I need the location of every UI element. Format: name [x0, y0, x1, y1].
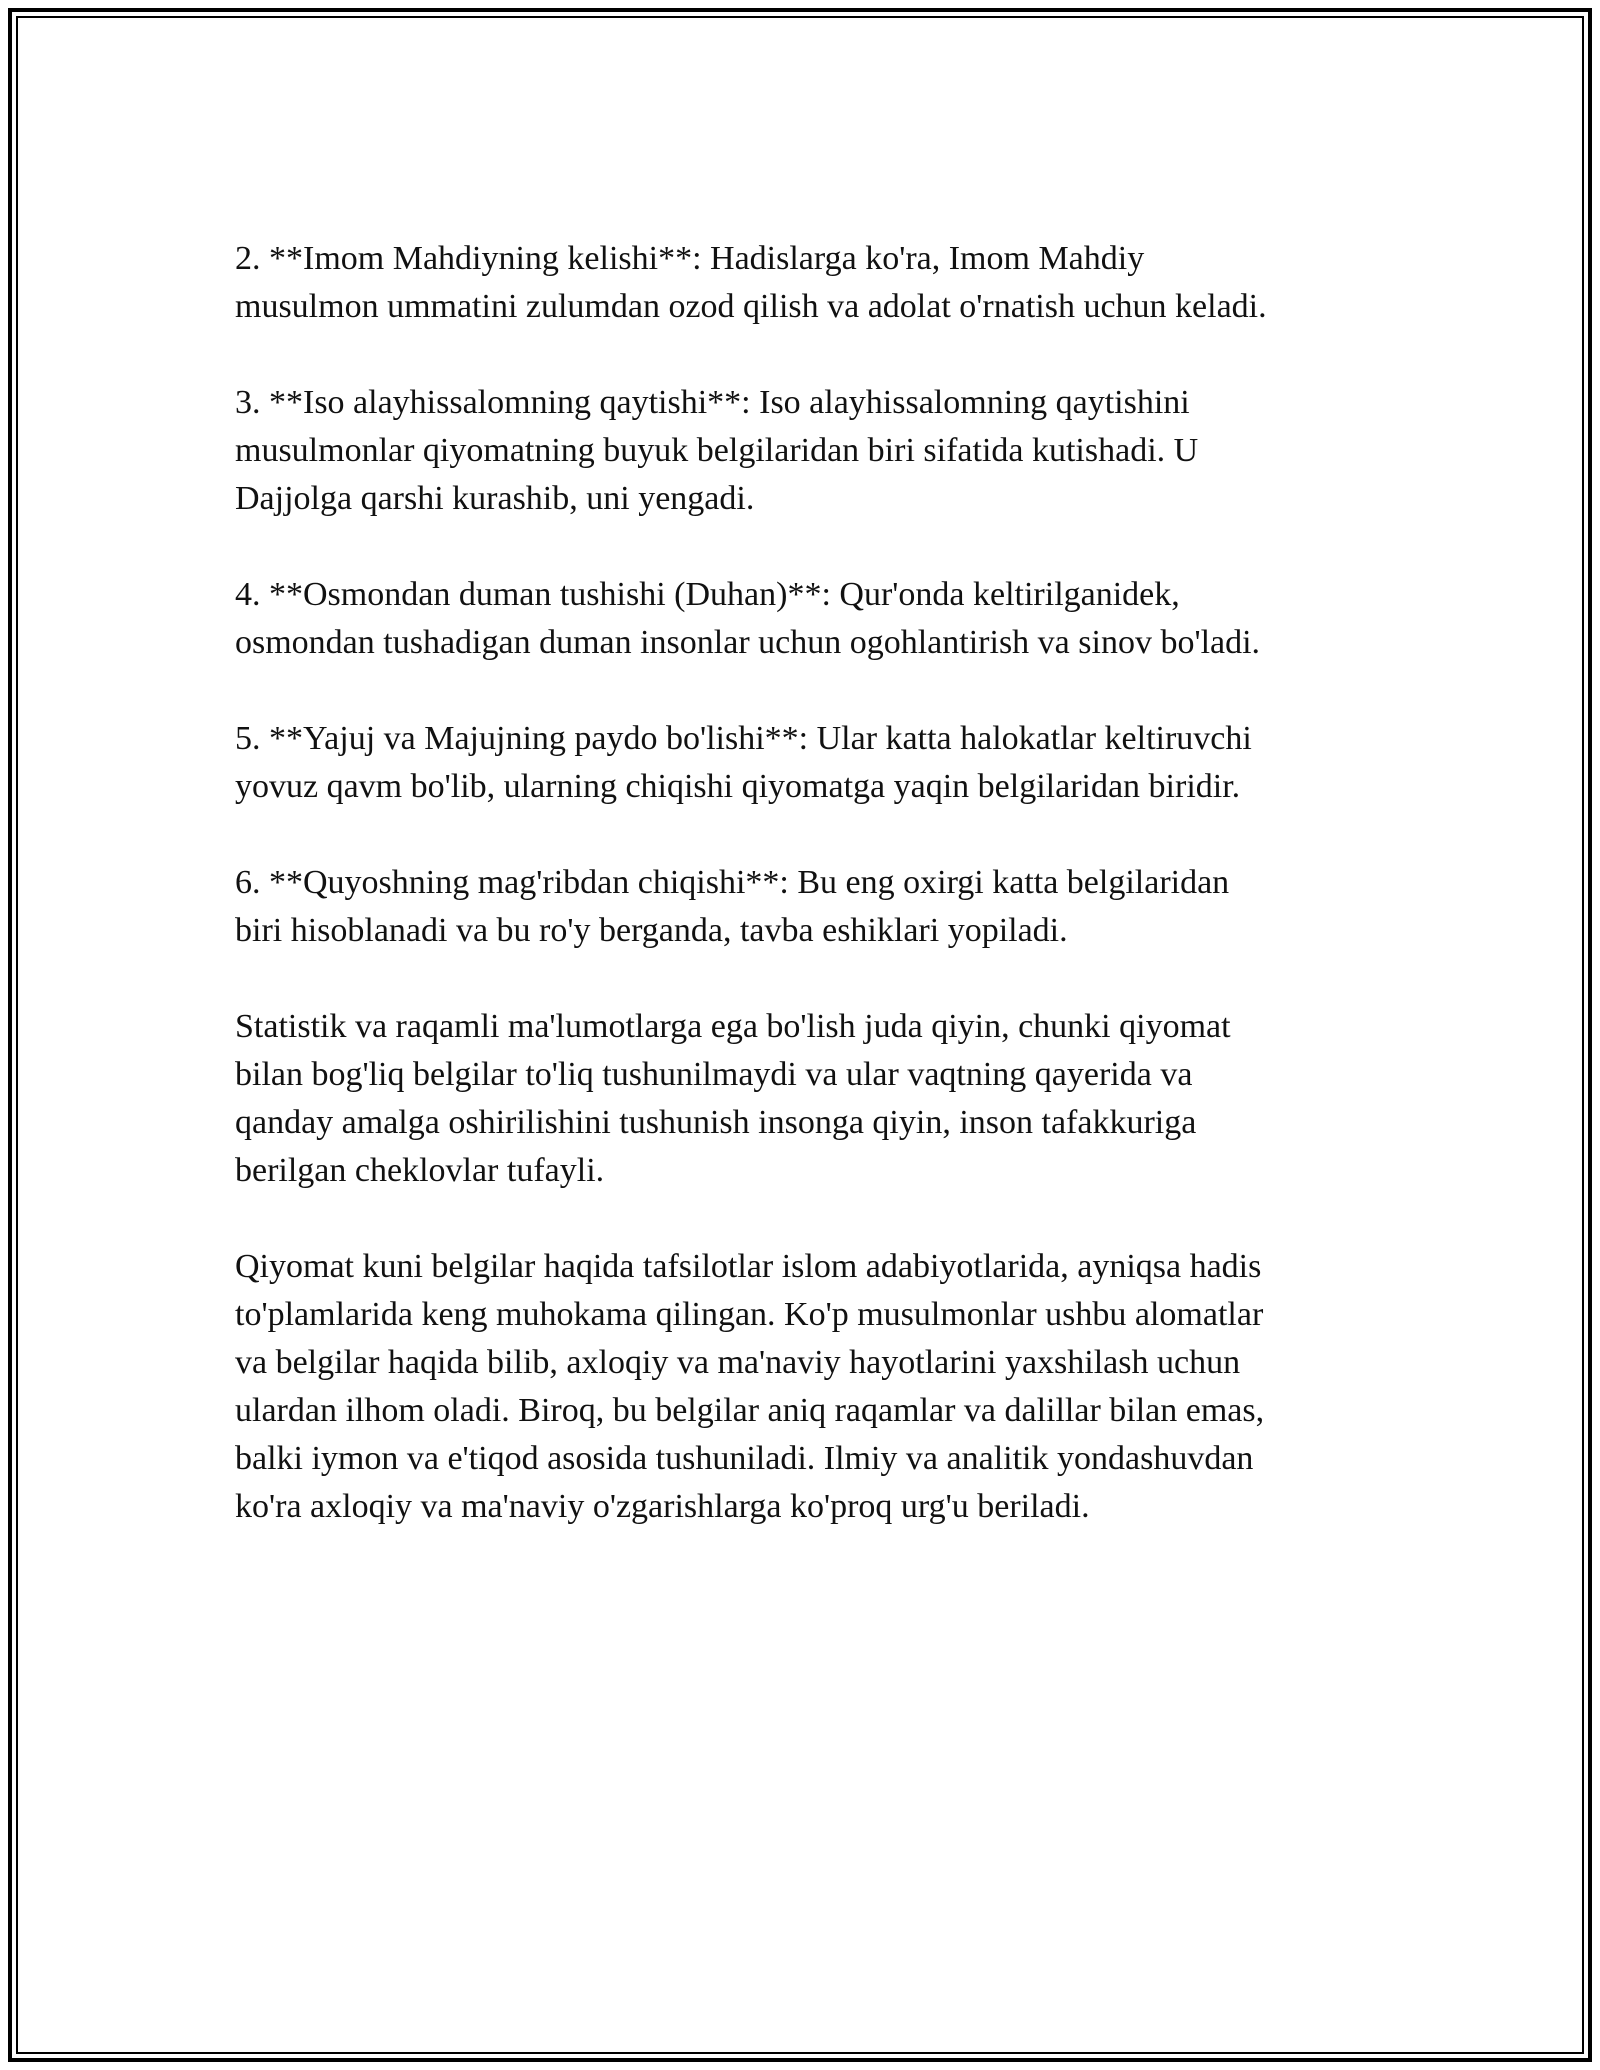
paragraph-quyosh: [235, 859, 1365, 955]
paragraph-imom-mahdiy: [235, 235, 1365, 331]
text-line: Qiyomat kuni belgilar haqida tafsilotlar islom adabiyotlarida, ayniqsa hadis: [235, 1248, 1262, 1285]
text-line: osmondan tushadigan duman insonlar uchun ogohlantirish va sinov bo'ladi.: [235, 624, 1261, 661]
paragraph-yajuj-majuj: [235, 715, 1365, 811]
paragraph-statistik: [235, 1003, 1365, 1195]
text-line: Dajjolga qarshi kurashib, uni yengadi.: [235, 480, 755, 517]
text-line: va belgilar haqida bilib, axloqiy va ma'naviy hayotlarini yaxshilash uchun: [235, 1344, 1241, 1381]
text-line: biri hisoblanadi va bu ro'y berganda, tavba eshiklari yopiladi.: [235, 912, 1068, 949]
text-line: qanday amalga oshirilishini tushunish insonga qiyin, inson tafakkuriga: [235, 1104, 1197, 1141]
text-line: to'plamlarida keng muhokama qilingan. Ko'p musulmonlar ushbu alomatlar: [235, 1296, 1264, 1333]
document-body: [235, 235, 1365, 1579]
text-line: 5. **Yajuj va Majujning paydo bo'lishi**: Ular katta halokatlar keltiruvchi: [235, 720, 1252, 757]
text-line: bilan bog'liq belgilar to'liq tushunilmaydi va ular vaqtning qayerida va: [235, 1056, 1193, 1093]
text-line: musulmonlar qiyomatning buyuk belgilaridan biri sifatida kutishadi. U: [235, 432, 1199, 469]
text-line: 6. **Quyoshning mag'ribdan chiqishi**: Bu eng oxirgi katta belgilaridan: [235, 864, 1230, 901]
text-line: berilgan cheklovlar tufayli.: [235, 1152, 605, 1189]
text-line: 2. **Imom Mahdiyning kelishi**: Hadislarga ko'ra, Imom Mahdiy: [235, 240, 1145, 277]
text-line: 3. **Iso alayhissalomning qaytishi**: Iso alayhissalomning qaytishini: [235, 384, 1190, 421]
text-line: musulmon ummatini zulumdan ozod qilish va adolat o'rnatish uchun keladi.: [235, 288, 1267, 325]
text-line: ulardan ilhom oladi. Biroq, bu belgilar aniq raqamlar va dalillar bilan emas,: [235, 1392, 1265, 1429]
text-line: Statistik va raqamli ma'lumotlarga ega bo'lish juda qiyin, chunki qiyomat: [235, 1008, 1231, 1045]
text-line: yovuz qavm bo'lib, ularning chiqishi qiyomatga yaqin belgilaridan biridir.: [235, 768, 1241, 805]
paragraph-duhan: [235, 571, 1365, 667]
paragraph-qiyomat-kuni: [235, 1243, 1365, 1531]
text-line: 4. **Osmondan duman tushishi (Duhan)**: Qur'onda keltirilganidek,: [235, 576, 1180, 613]
paragraph-iso: [235, 379, 1365, 523]
text-line: ko'ra axloqiy va ma'naviy o'zgarishlarga ko'proq urg'u beriladi.: [235, 1488, 1090, 1525]
text-line: balki iymon va e'tiqod asosida tushuniladi. Ilmiy va analitik yondashuvdan: [235, 1440, 1254, 1477]
